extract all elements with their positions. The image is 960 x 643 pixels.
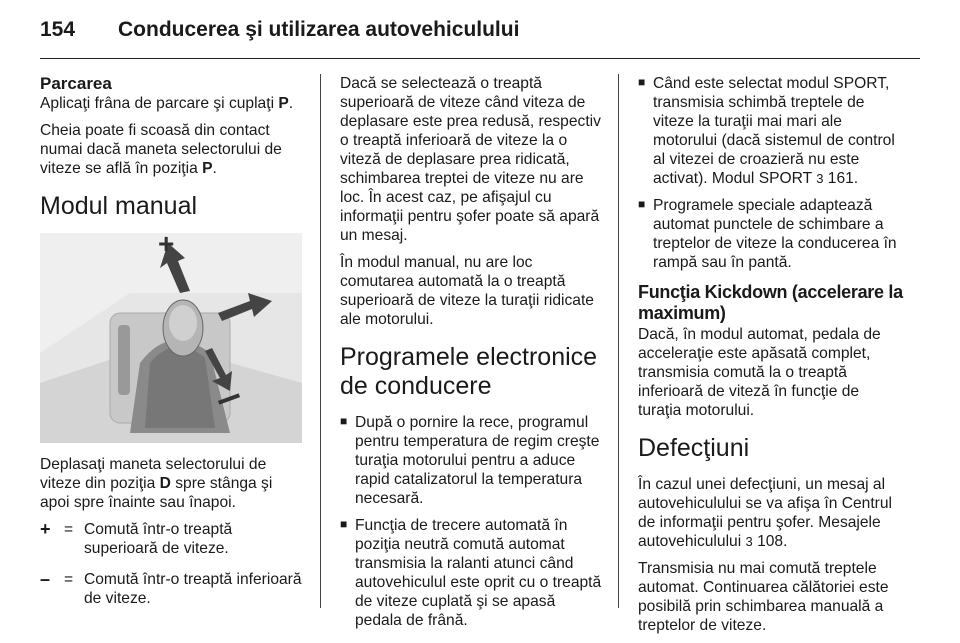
parking-paragraph: Cheia poate fi scoasă din contact numai dacă maneta selectorului de viteze se află în poziţia P.: [40, 122, 282, 177]
list-item: ■ După o pornire la rece, programul pentru temperatura de regim creşte turaţia motorului pentru a aduce rapid catalizatorul la temperatura necesară.: [340, 413, 602, 508]
column-3: [638, 74, 906, 643]
legend-row: [40, 570, 302, 608]
paragraph: Dacă se selectează o treaptă superioară de viteze când viteza de deplasare este prea redusă, respectiv o treaptă inferioară de viteze la o viteză de deplasare prea ridicată, schimbarea treptei de viteze nu are loc. În acest caz, pe afişajul cu informaţii pentru şofer poate să apară un mesaj.: [340, 75, 601, 244]
paragraph: În cazul unei defecţiuni, un mesaj al autovehiculului se va afişa în Centrul de informaţii pentru şofer. Mesajele autovehiculului 3 108.: [638, 476, 892, 550]
gear-selector-figure: [40, 233, 302, 443]
programs-list-continued: [638, 74, 906, 272]
list-item: ■ Când este selectat modul SPORT, transmisia schimbă treptele de viteze la turaţii mai mari ale motorului (dacă sistemul de control al vitezei de croazieră nu este activat). Modul SPORT 3 161.: [638, 74, 906, 188]
programs-list: [340, 413, 602, 630]
column-1: [40, 74, 302, 620]
page-number: 154: [40, 18, 76, 41]
legend-equals: =: [64, 521, 74, 538]
column-divider: [320, 74, 321, 608]
figure-caption: Deplasaţi maneta selectorului de viteze din poziţia D spre stânga şi apoi spre înainte sau înapoi.: [40, 456, 273, 511]
list-item: ■ Programele speciale adaptează automat punctele de schimbare a treptelor de viteze la conducerea în rampă sau în pantă.: [638, 196, 906, 272]
list-item: ■ Funcţia de trecere automată în poziţia neutră comută automat transmisia la ralanti atunci când autovehiculul este oprit cu o treaptă de viteze cuplată şi se apasă pedala de frână.: [340, 516, 602, 630]
paragraph: Transmisia nu mai comută treptele automat. Continuarea călătoriei este posibilă prin schimbarea manuală a treptelor de viteze.: [638, 560, 889, 634]
legend-text: Comută într-o treaptă inferioară de viteze.: [84, 571, 302, 607]
legend-row: [40, 520, 302, 558]
kickdown-heading: Funcţia Kickdown (accelerare la maximum): [638, 282, 903, 323]
page-ref-arrow-icon: 3: [745, 534, 753, 549]
page-header: [0, 0, 960, 60]
column-2: [340, 74, 602, 638]
paragraph: Dacă, în modul automat, pedala de acceleraţie este apăsată complet, transmisia comută la o treaptă inferioară de viteză în funcţie de turaţia motorului.: [638, 326, 881, 419]
manual-mode-heading: Modul manual: [40, 192, 198, 220]
minus-icon: –: [40, 569, 51, 589]
page-ref-arrow-icon: 3: [816, 171, 824, 186]
page-title: Conducerea şi utilizarea autovehiculului: [118, 18, 520, 41]
paragraph: În modul manual, nu are loc comutarea automată la o treaptă superioară de viteze la turaţii ridicate ale motorului.: [340, 254, 594, 328]
column-divider: [618, 74, 619, 608]
parking-heading: Parcarea: [40, 74, 112, 93]
programs-heading: Programele electronice de conducere: [340, 343, 598, 400]
svg-text:+: +: [158, 233, 175, 259]
plus-icon: +: [40, 519, 51, 539]
legend-equals: =: [64, 571, 74, 588]
faults-heading: Defecţiuni: [638, 434, 750, 462]
header-rule: [40, 58, 920, 59]
legend-text: Comută într-o treaptă superioară de viteze.: [84, 521, 233, 557]
gear-lever-illustration: [40, 233, 302, 443]
parking-paragraph: Aplicaţi frâna de parcare şi cuplaţi P.: [40, 95, 294, 112]
